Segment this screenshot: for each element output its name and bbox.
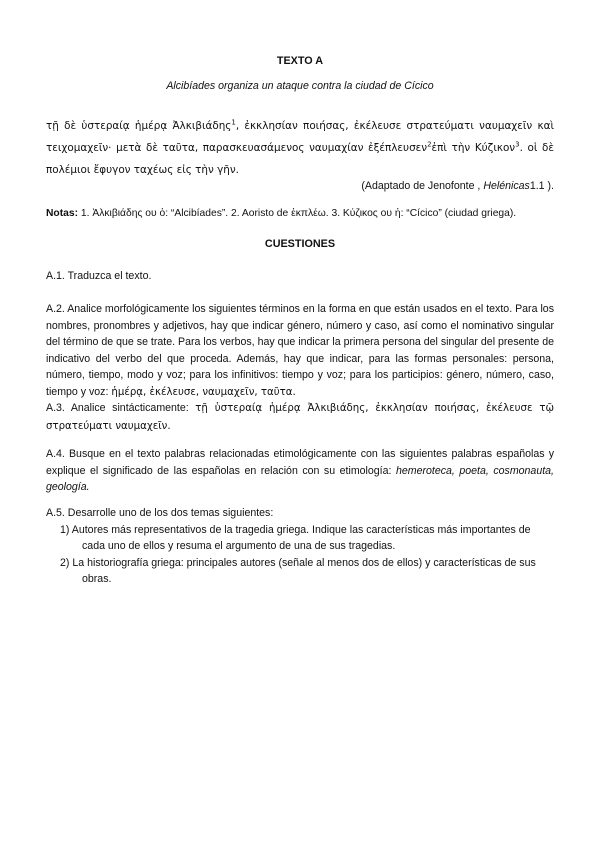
greek-text-part-4: . οἱ δὲ πολέμιοι ἔφυγον ταχέως εἰς τὴν γῆν. (46, 142, 554, 176)
notes-label: Notas: (46, 208, 79, 219)
page-title: TEXTO A (276, 55, 324, 67)
question-a2 (46, 301, 554, 402)
notes (46, 208, 554, 219)
question-a3-phrase: τῇ ὑστεραίᾳ ἡμέρᾳ Ἀλκιβιάδης, ἐκκλησίαν ποιήσας, ἐκέλευσε τῷ στρατεύματι ναυμαχεῖν. (46, 403, 554, 432)
footnote-ref-1: 1 (231, 118, 236, 127)
question-a3-text: A.3. Analice sintácticamente: (46, 402, 189, 414)
source-prefix: (Adaptado de Jenofonte , (361, 180, 481, 192)
question-a5-text: A.5. Desarrolle uno de los dos temas siguientes: (46, 507, 274, 519)
question-a2-terms: ἡμέρᾳ, ἐκέλευσε, ναυμαχεῖν, ταῦτα. (111, 386, 296, 398)
greek-text-part-3: ἐπὶ τὴν Κύζικον (431, 142, 516, 154)
question-a1: A.1. Traduzca el texto. (46, 270, 152, 282)
cuestiones-title: CUESTIONES (264, 238, 336, 250)
question-a5-option-2: 2) La historiografía griega: principales autores (señale al menos dos de ellos) y características de sus obras. (60, 556, 536, 586)
footnote-ref-3: 3 (515, 140, 520, 149)
question-a5 (46, 505, 554, 588)
source-citation (46, 180, 554, 192)
text-subtitle: Alcibíades organiza un ataque contra la ciudad de Cícico (166, 80, 434, 92)
question-a4-text: A.4. Busque en el texto palabras relacionadas etimológicamente con las siguientes palabras españolas y explique el significado de las españolas en relación con su etimología: (46, 448, 554, 477)
source-suffix: 1.1 ). (529, 180, 554, 192)
question-a5-option-1: 1) Autores más representativos de la tragedia griega. Indique las características más importantes de cada uno de ellos y resuma el argumento de una de sus tragedias. (60, 523, 531, 553)
question-a2-text: A.2. Analice morfológicamente los siguientes términos en la forma en que están usados en el texto. Para los nombres, pronombres y adjetivos, hay que indicar género, número y caso, así como el nominativo singular del término de que se trate. Para los verbos, hay que indicar la primera persona del singular del presente de indicativo del verbo del que proceda. Además, hay que indicar, para las formas personales: persona, número, tiempo, modo y voz; para los infinitivos: tiempo y voz; para los participios: género, número, caso, tiempo y voz: (46, 303, 554, 398)
greek-text-part-1: τῇ δὲ ὑστεραίᾳ ἡμέρᾳ Ἀλκιβιάδης (46, 120, 232, 132)
question-a3 (46, 400, 554, 435)
greek-text-part-2: , ἐκκλησίαν ποιήσας, ἐκέλευσε στρατεύματι ναυμαχεῖν καὶ τειχομαχεῖν· μετὰ δὲ ταῦτα, παρασκευασάμενος ναυμαχίαν ἐξέπλευσεν (46, 120, 554, 154)
footnote-ref-2: 2 (427, 140, 432, 149)
greek-text (46, 115, 554, 181)
question-a4-words: hemeroteca, poeta, cosmonauta, geología. (46, 464, 554, 494)
notes-text: 1. Ἀλκιβιάδης ου ὁ: “Alcibíades”. 2. Aoristo de ἐκπλέω. 3. Κύζικος ου ἡ: “Cícico” (ciudad griega). (80, 208, 517, 219)
question-a4 (46, 446, 554, 496)
source-work: Helénicas (483, 180, 530, 192)
